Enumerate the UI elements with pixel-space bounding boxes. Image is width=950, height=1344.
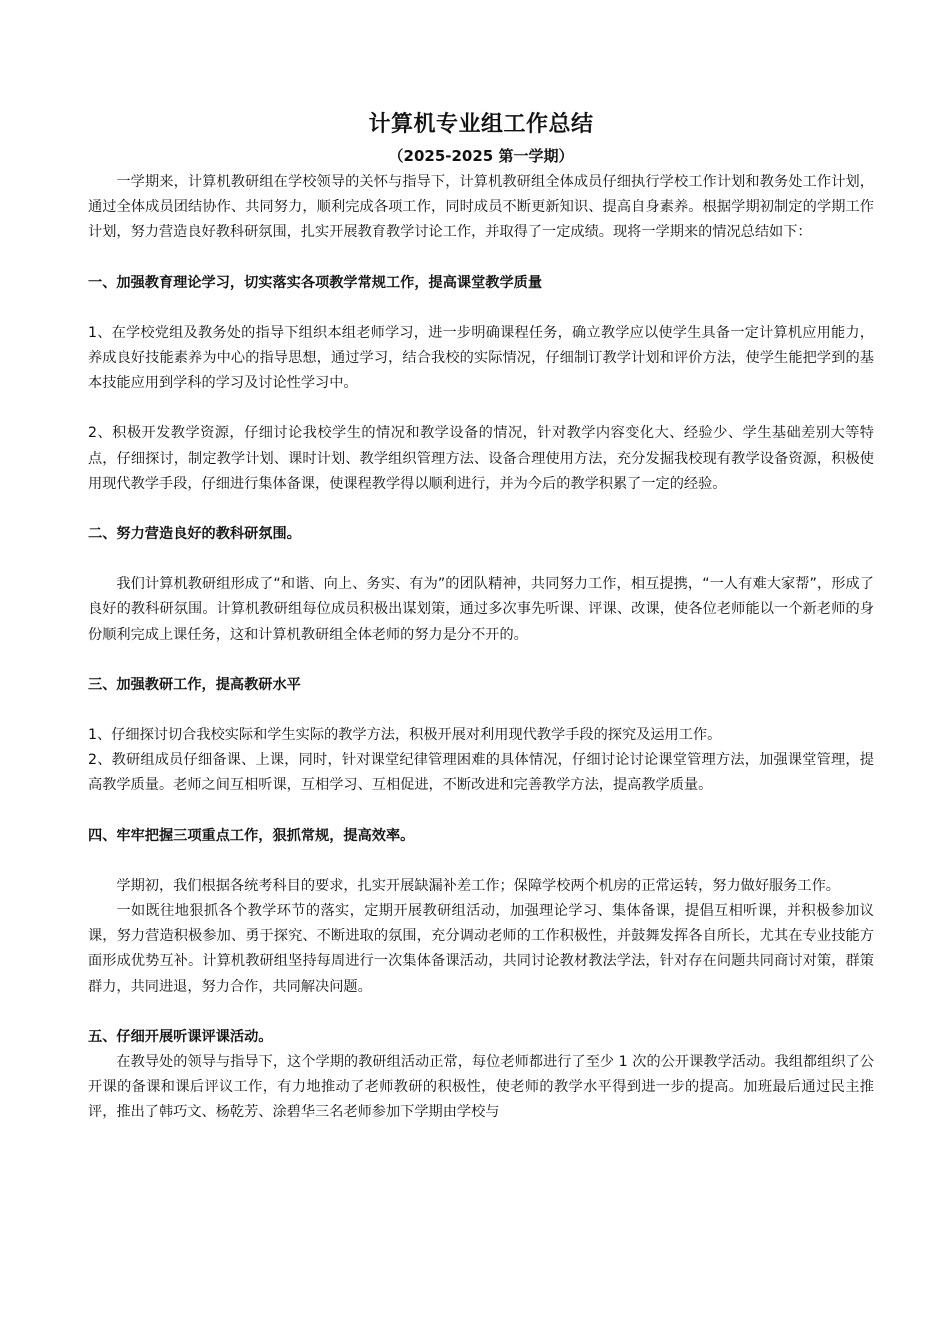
document-title: 计算机专业组工作总结 [368, 112, 594, 137]
spacer [88, 497, 874, 522]
section-3-paragraph-1: 1、仔细探讨切合我校实际和学生实际的教学方法，积极开展对利用现代教学手段的探究及运用工作。 [88, 727, 722, 744]
section-heading-1: 一、加强教育理论学习，切实落实各项教学常规工作，提高课堂教学质量 [88, 274, 543, 291]
spacer [88, 648, 874, 673]
section-heading-5: 五、仔细开展听课评课活动。 [88, 1028, 273, 1045]
section-heading-3: 三、加强教研工作，提高教研水平 [88, 676, 301, 693]
section-heading-4: 四、牢牢把握三项重点工作，狠抓常规，提高效率。 [88, 827, 415, 844]
spacer [88, 1000, 874, 1025]
spacer [88, 698, 874, 723]
spacer [88, 547, 874, 572]
section-1-paragraph-1: 1、在学校党组及教务处的指导下组织本组老师学习，进一步明确课程任务，确立教学应以使学生具备一定计算机应用能力，养成良好技能素养为中心的指导思想，通过学习，结合我校的实际情况，仔细制订教学计划和评价方法，使学生能把学到的基本技能应用到学科的学习及讨论性学习中。 [88, 324, 874, 392]
section-3-paragraph-2: 2、教研组成员仔细备课、上课，同时，针对课堂纪律管理困难的具体情况，仔细讨论讨论课堂管理方法，加强课堂管理，提高教学质量。老师之间互相听课，互相学习、互相促进，不断改进和完善教学方法，提高教学质量。 [88, 752, 874, 794]
spacer [88, 396, 874, 421]
section-4-paragraph-1: 学期初，我们根据各统考科目的要求，扎实开展缺漏补差工作；保障学校两个机房的正常运转，努力做好服务工作。 [116, 877, 840, 894]
section-5-paragraph-1: 在教导处的领导与指导下，这个学期的教研组活动正常，每位老师都进行了至少 1 次的公开课教学活动。我组都组织了公开课的备课和课后评议工作，有力地推动了老师教研的积极性，使老师的教学水平得到进一步的提高。加班最后通过民主推评，推出了韩巧文、杨乾芳、涂碧华三名老师参加下学期由学校与 [88, 1054, 874, 1121]
section-1-paragraph-2: 2、积极开发教学资源，仔细讨论我校学生的情况和教学设备的情况，针对教学内容变化大、经验少、学生基础差别大等特点，仔细探讨，制定教学计划、课时计划、教学组织管理方法、设备合理使用方法，充分发掘我校现有教学设备资源，积极使用现代教学手段，仔细进行集体备课，使课程教学得以顺利进行，并为今后的教学积累了一定的经验。 [88, 425, 874, 492]
spacer [88, 296, 874, 321]
spacer [88, 246, 874, 271]
section-heading-2: 二、努力营造良好的教科研氛围。 [88, 526, 301, 543]
document-subtitle: （2025-2025 第一学期） [388, 147, 574, 165]
intro-paragraph: 一学期来，计算机教研组在学校领导的关怀与指导下，计算机教研组全体成员仔细执行学校工作计划和教务处工作计划，通过全体成员团结协作、共同努力，顺利完成各项工作，同时成员不断更新知识、提高自身素养。根据学期初制定的学期工作计划，努力营造良好教科研氛围，扎实开展教育教学讨论工作，并取得了一定成绩。现将一学期来的情况总结如下： [88, 174, 874, 241]
spacer [88, 849, 874, 874]
section-4-paragraph-2: 一如既往地狠抓各个教学环节的落实，定期开展教研组活动，加强理论学习、集体备课，提倡互相听课，并积极参加议课，努力营造积极参加、勇于探究、不断进取的氛围，充分调动老师的工作积极性，并鼓舞发挥各自所长，尤其在专业技能方面形成优势互补。计算机教研组坚持每周进行一次集体备课活动，共同讨论教材教法学法，针对存在问题共同商讨对策，群策群力，共同进退，努力合作，共同解决问题。 [88, 903, 874, 995]
spacer [88, 799, 874, 824]
section-2-paragraph-1: 我们计算机教研组形成了“和谐、向上、务实、有为”的团队精神，共同努力工作，相互提携，“一人有难大家帮”，形成了良好的教科研氛围。计算机教研组每位成员积极出谋划策，通过多次事先听课、评课、改课，使各位老师能以一个新老师的身份顺利完成上课任务，这和计算机教研组全体老师的努力是分不开的。 [88, 576, 874, 643]
